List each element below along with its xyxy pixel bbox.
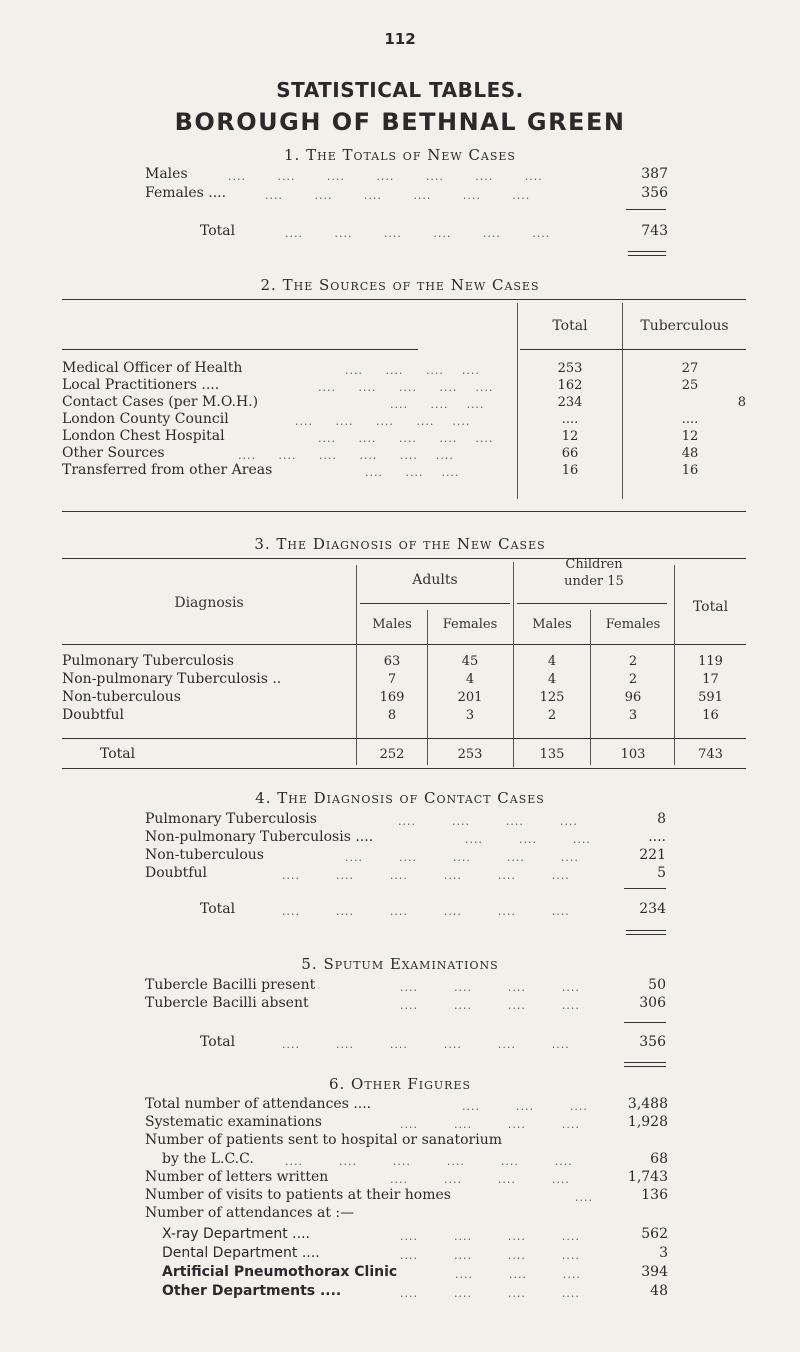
table-cell: 135 bbox=[539, 747, 565, 762]
table-row-label: Doubtful bbox=[62, 707, 124, 723]
list-item-value: 3 bbox=[659, 1245, 668, 1261]
list-item-label: Females .... bbox=[145, 185, 227, 201]
table-cell: 7 bbox=[387, 672, 397, 687]
table-cell: 2 bbox=[547, 708, 557, 723]
section-5-heading: 5. Sputum Examinations bbox=[301, 955, 499, 973]
table-cell: 201 bbox=[457, 690, 483, 705]
leader-dots: .... .... .... .... .... .... bbox=[282, 1038, 570, 1051]
double-rule bbox=[626, 930, 666, 935]
list-item-label: Other Departments .... bbox=[162, 1283, 342, 1299]
table-row-label: Local Practitioners .... bbox=[62, 377, 220, 393]
page-title: STATISTICAL TABLES. bbox=[276, 78, 524, 102]
list-item-label: Dental Department .... bbox=[162, 1245, 320, 1261]
list-item-label: Number of attendances at :— bbox=[145, 1205, 355, 1221]
table-cell: 4 bbox=[465, 672, 475, 687]
table-cell: 2 bbox=[628, 672, 638, 687]
table-cell: 96 bbox=[624, 690, 642, 705]
column-header-child-males: Males bbox=[532, 617, 572, 632]
table-cell: 48 bbox=[681, 446, 699, 461]
rule bbox=[624, 888, 666, 889]
list-item-value: 306 bbox=[639, 995, 666, 1011]
table-cell: .... bbox=[561, 412, 579, 427]
leader-dots: .... .... .... .... .... bbox=[345, 851, 579, 864]
leader-dots: .... .... .... .... .... .... bbox=[238, 449, 454, 462]
table-row-label: Contact Cases (per M.O.H.) bbox=[62, 394, 259, 410]
leader-dots: .... .... .... .... bbox=[398, 815, 578, 828]
table-cell: 25 bbox=[681, 378, 699, 393]
leader-dots: .... .... .... bbox=[390, 398, 485, 411]
list-item-label: Non-pulmonary Tuberculosis .... bbox=[145, 829, 374, 845]
list-item-value: 394 bbox=[641, 1264, 668, 1280]
header-rule bbox=[62, 644, 746, 645]
list-item-value: 50 bbox=[648, 977, 666, 993]
leader-dots: .... .... .... .... bbox=[400, 999, 580, 1012]
table-cell: 234 bbox=[557, 395, 583, 410]
list-item-value: .... bbox=[648, 829, 666, 845]
leader-dots: .... .... .... .... bbox=[400, 1118, 580, 1131]
total-rule bbox=[62, 738, 746, 739]
table-row-label: Other Sources bbox=[62, 445, 165, 461]
list-item-label: Artificial Pneumothorax Clinic bbox=[162, 1264, 398, 1280]
list-item-value: 356 bbox=[641, 185, 668, 201]
table-cell: 16 bbox=[681, 463, 699, 478]
leader-dots: .... .... .... .... .... .... bbox=[285, 227, 551, 240]
table-row-label: Non-tuberculous bbox=[62, 689, 181, 705]
leader-dots: .... .... .... .... .... .... bbox=[282, 905, 570, 918]
list-item-value: 68 bbox=[650, 1151, 668, 1167]
list-item-label: Total number of attendances .... bbox=[145, 1096, 372, 1112]
leader-dots: .... .... .... bbox=[465, 833, 591, 846]
table-cell: 125 bbox=[539, 690, 565, 705]
total-value: 356 bbox=[639, 1034, 666, 1050]
column-header-total: Total bbox=[552, 318, 588, 334]
list-item-label: Doubtful bbox=[145, 865, 207, 881]
leader-dots: .... .... .... .... bbox=[400, 1287, 580, 1300]
table-cell: 3 bbox=[465, 708, 475, 723]
table-row-label: Medical Officer of Health bbox=[62, 360, 243, 376]
table-row-label: London Chest Hospital bbox=[62, 428, 225, 444]
table-row-label: Pulmonary Tuberculosis bbox=[62, 653, 234, 669]
table-row-label: Transferred from other Areas bbox=[62, 462, 273, 478]
column-header-adult-females: Females bbox=[442, 617, 498, 632]
rule bbox=[626, 209, 666, 210]
table-cell: 4 bbox=[547, 672, 557, 687]
table-bottom-rule bbox=[62, 768, 746, 769]
section-6-heading: 6. Other Figures bbox=[328, 1075, 472, 1093]
header-rule bbox=[62, 349, 418, 350]
table-total-label: Total bbox=[100, 746, 136, 762]
list-item-label: Number of letters written bbox=[145, 1169, 329, 1185]
column-header-adults: Adults bbox=[412, 572, 458, 588]
section-3-heading: 3. The Diagnosis of the New Cases bbox=[254, 535, 546, 553]
leader-dots: .... .... .... .... bbox=[345, 364, 480, 377]
column-header-diagnosis: Diagnosis bbox=[174, 595, 244, 611]
list-item-value: 221 bbox=[639, 847, 666, 863]
table-cell: 253 bbox=[557, 361, 583, 376]
section-2-heading: 2. The Sources of the New Cases bbox=[260, 276, 540, 294]
list-item-value: 5 bbox=[657, 865, 666, 881]
table-cell: 103 bbox=[620, 747, 646, 762]
table-cell: 12 bbox=[681, 429, 699, 444]
list-item-label: X-ray Department .... bbox=[162, 1226, 310, 1242]
leader-dots: .... .... .... .... bbox=[390, 1173, 570, 1186]
list-item-value: 1,743 bbox=[627, 1169, 668, 1185]
leader-dots: .... .... .... bbox=[462, 1100, 588, 1113]
table-cell: 16 bbox=[561, 463, 579, 478]
list-item-value: 136 bbox=[641, 1187, 668, 1203]
column-header-children: Children bbox=[565, 557, 623, 572]
leader-dots: .... .... .... .... .... bbox=[318, 432, 494, 445]
table-bottom-rule bbox=[62, 511, 746, 512]
table-cell: .... bbox=[681, 412, 699, 427]
column-divider bbox=[590, 610, 591, 765]
table-cell: 252 bbox=[379, 747, 405, 762]
leader-dots: .... .... .... .... bbox=[400, 1249, 580, 1262]
table-cell: 12 bbox=[561, 429, 579, 444]
table-cell: 119 bbox=[698, 654, 723, 669]
leader-dots: .... .... .... .... .... .... .... bbox=[228, 170, 543, 183]
leader-dots: .... .... .... .... .... bbox=[295, 415, 471, 428]
list-item-label: Systematic examinations bbox=[145, 1114, 322, 1130]
table-cell: 8 bbox=[387, 708, 397, 723]
table-cell: 8 bbox=[737, 395, 746, 410]
leader-dots: .... bbox=[575, 1191, 593, 1204]
column-header-child-females: Females bbox=[605, 617, 661, 632]
total-value: 743 bbox=[641, 223, 668, 239]
table-row-label: Non-pulmonary Tuberculosis .. bbox=[62, 671, 282, 687]
table-cell: 63 bbox=[383, 654, 401, 669]
section-1-heading: 1. The Totals of New Cases bbox=[284, 146, 516, 164]
table-row-label: London County Council bbox=[62, 411, 229, 427]
column-header-children-age: under 15 bbox=[564, 574, 624, 589]
column-header-total: Total bbox=[692, 599, 729, 615]
table-cell: 743 bbox=[698, 747, 723, 762]
column-header-tuberculous: Tuberculous bbox=[640, 318, 729, 334]
leader-dots: .... .... .... .... bbox=[400, 981, 580, 994]
table-cell: 66 bbox=[561, 446, 579, 461]
list-item-label: by the L.C.C. bbox=[162, 1151, 254, 1167]
list-item-value: 8 bbox=[657, 811, 666, 827]
leader-dots: .... .... .... .... .... .... bbox=[282, 869, 570, 882]
page-subtitle: BOROUGH OF BETHNAL GREEN bbox=[174, 108, 626, 136]
leader-dots: .... .... .... .... .... .... bbox=[265, 189, 531, 202]
list-item-label: Tubercle Bacilli present bbox=[145, 977, 316, 993]
list-item-value: 387 bbox=[641, 166, 668, 182]
column-divider bbox=[427, 610, 428, 765]
column-header-adult-males: Males bbox=[372, 617, 412, 632]
list-item-value: 3,488 bbox=[627, 1096, 668, 1112]
list-item-label: Non-tuberculous bbox=[145, 847, 264, 863]
table-top-rule bbox=[62, 299, 746, 300]
header-rule bbox=[517, 603, 667, 604]
leader-dots: .... .... .... .... .... bbox=[318, 381, 494, 394]
table-cell: 253 bbox=[457, 747, 483, 762]
double-rule bbox=[628, 251, 666, 256]
table-cell: 3 bbox=[628, 708, 638, 723]
header-rule bbox=[520, 349, 746, 350]
list-item-value: 48 bbox=[650, 1283, 668, 1299]
table-cell: 591 bbox=[698, 690, 723, 705]
total-label: Total bbox=[200, 901, 236, 917]
leader-dots: .... .... .... bbox=[365, 466, 460, 479]
table-cell: 16 bbox=[702, 708, 719, 723]
table-cell: 2 bbox=[628, 654, 638, 669]
list-item-label: Pulmonary Tuberculosis bbox=[145, 811, 317, 827]
table-cell: 169 bbox=[379, 690, 405, 705]
total-label: Total bbox=[200, 223, 236, 239]
section-4-heading: 4. The Diagnosis of Contact Cases bbox=[255, 789, 545, 807]
total-value: 234 bbox=[639, 901, 666, 917]
leader-dots: .... .... .... .... .... .... bbox=[285, 1155, 573, 1168]
rule bbox=[624, 1022, 666, 1023]
table-cell: 45 bbox=[461, 654, 479, 669]
leader-dots: .... .... .... bbox=[455, 1268, 581, 1281]
total-label: Total bbox=[200, 1034, 236, 1050]
header-rule bbox=[360, 603, 510, 604]
list-item-value: 1,928 bbox=[627, 1114, 668, 1130]
list-item-label: Number of visits to patients at their homes bbox=[145, 1187, 451, 1203]
table-cell: 4 bbox=[547, 654, 557, 669]
list-item-label: Males bbox=[145, 166, 188, 182]
page-number: 112 bbox=[384, 30, 416, 48]
table-cell: 27 bbox=[681, 361, 699, 376]
leader-dots: .... .... .... .... bbox=[400, 1230, 580, 1243]
double-rule bbox=[624, 1062, 666, 1067]
list-item-value: 562 bbox=[641, 1226, 668, 1242]
table-cell: 162 bbox=[557, 378, 583, 393]
table-cell: 17 bbox=[702, 672, 719, 687]
list-item-label: Tubercle Bacilli absent bbox=[145, 995, 309, 1011]
list-item-label: Number of patients sent to hospital or sanatorium bbox=[145, 1132, 502, 1148]
